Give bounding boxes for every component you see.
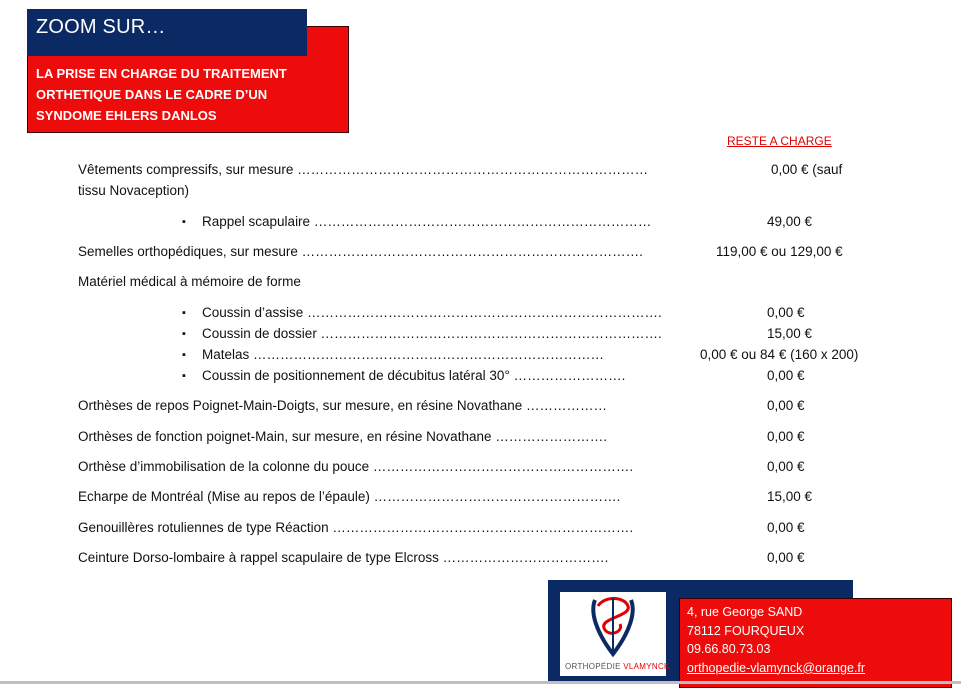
- item-price: 0,00 €: [767, 520, 805, 535]
- bullet-icon: ▪: [182, 349, 186, 361]
- bullet-icon: ▪: [182, 216, 186, 228]
- email-link[interactable]: orthopedie-vlamynck@orange.fr: [687, 660, 866, 675]
- logo-text-brand: VLAMYNCK: [623, 662, 670, 671]
- item-price: 0,00 €: [767, 368, 805, 383]
- item-label: Rappel scapulaire …………………………………………………………………: [202, 214, 652, 229]
- item-price: 49,00 €: [767, 214, 813, 229]
- item-price: 0,00 €: [767, 459, 805, 474]
- item-label: Matériel médical à mémoire de forme: [78, 274, 301, 289]
- page-title: ZOOM SUR…: [36, 16, 166, 38]
- item-label: Vêtements compressifs, sur mesure ……………………………………………………………………: [78, 162, 649, 177]
- phone-line: 09.66.80.73.03: [687, 642, 771, 656]
- item-label: Coussin de positionnement de décubitus latéral 30° …………………….: [202, 368, 626, 383]
- address-line: 4, rue George SAND: [687, 605, 803, 619]
- logo-text: [565, 662, 670, 671]
- item-price: 0,00 € ou 84 € (160 x 200): [700, 347, 859, 362]
- column-header-reste-a-charge: RESTE A CHARGE: [727, 134, 832, 148]
- bullet-icon: ▪: [182, 328, 186, 340]
- subtitle-line: ORTHETIQUE DANS LE CADRE D’UN: [36, 87, 268, 102]
- city-line: 78112 FOURQUEUX: [687, 623, 805, 638]
- item-label: Coussin de dossier ………………………………………………………………….: [202, 326, 662, 341]
- bullet-icon: ▪: [182, 370, 186, 382]
- item-price: 15,00 €: [767, 326, 813, 341]
- item-price: 0,00 €: [767, 398, 805, 413]
- item-price: 0,00 €: [767, 429, 805, 444]
- item-price: 0,00 € (sauf: [771, 162, 843, 177]
- item-label: tissu Novaception): [78, 183, 190, 198]
- page-subtitle: [36, 63, 336, 126]
- bullet-icon: ▪: [182, 307, 186, 319]
- item-label: Orthèses de fonction poignet-Main, sur mesure, en résine Novathane …………………….: [78, 429, 607, 444]
- logo-text-prefix: ORTHOPÉDIE: [565, 662, 624, 671]
- item-price: 0,00 €: [767, 550, 805, 565]
- subtitle-line: LA PRISE EN CHARGE DU TRAITEMENT: [36, 66, 287, 81]
- item-label: Ceinture Dorso-lombaire à rappel scapulaire de type Elcross ……………………………….: [78, 550, 609, 565]
- item-label: Genouillères rotuliennes de type Réaction ………………………………………………………….: [78, 520, 634, 535]
- item-label: Orthèses de repos Poignet-Main-Doigts, sur mesure, en résine Novathane ………………: [78, 398, 607, 413]
- item-label: Echarpe de Montréal (Mise au repos de l’épaule) ……………………………………………….: [78, 489, 621, 504]
- subtitle-line: SYNDOME EHLERS DANLOS: [36, 108, 217, 123]
- item-price: 0,00 €: [767, 305, 805, 320]
- item-label: Orthèse d’immobilisation de la colonne du pouce ………………………………………………….: [78, 459, 634, 474]
- item-price: 119,00 € ou 129,00 €: [716, 244, 843, 259]
- item-price: 15,00 €: [767, 489, 813, 504]
- contact-info: [687, 603, 865, 677]
- item-label: Matelas ……………………………………………………………………: [202, 347, 605, 362]
- item-label: Semelles orthopédiques, sur mesure ………………………………………………………………….: [78, 244, 643, 259]
- item-label: Coussin d’assise …………………………………………………………………….: [202, 305, 662, 320]
